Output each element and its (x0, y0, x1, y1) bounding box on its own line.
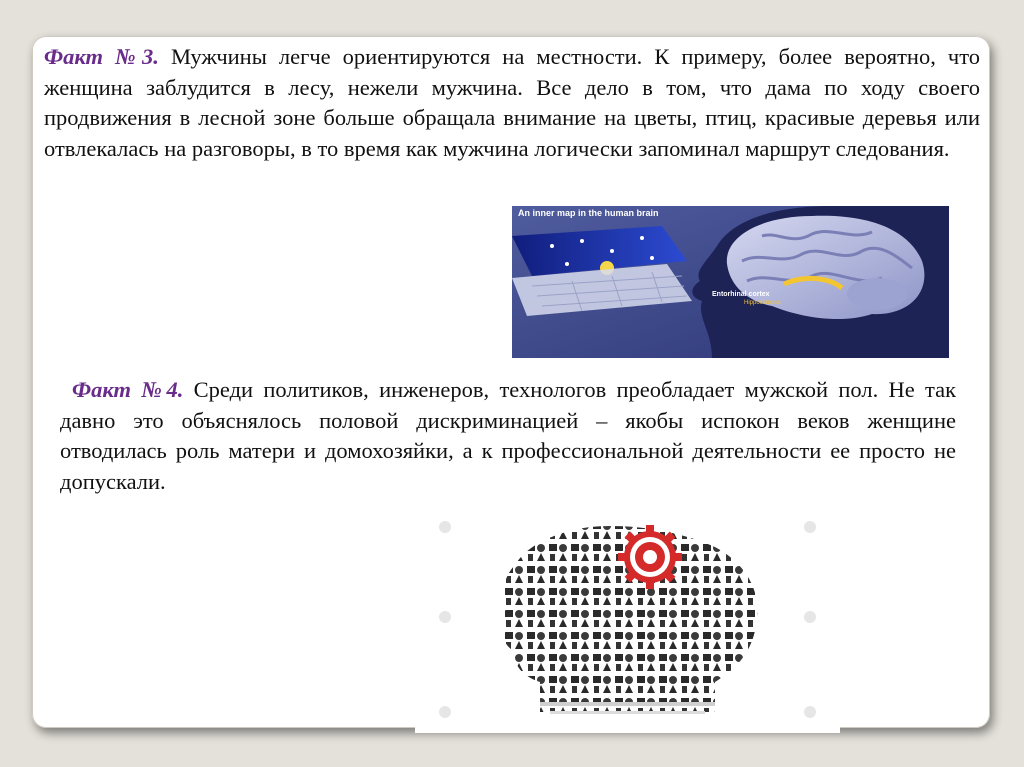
brain-map-image (512, 206, 949, 358)
fact-3-paragraph (44, 42, 980, 164)
hippocampus-label: Hippocampus (744, 300, 781, 306)
entorhinal-label: Entorhinal cortex (712, 291, 770, 298)
brain-image-caption: An inner map in the human brain (518, 208, 659, 218)
fact-3-text: Мужчины легче ориентируются на местности. К примеру, более вероятно, что женщина заблудится в лесу, нежели мужчина. Все дело в том, что дама по ходу своего продвижения в лесной зоне больше обращала внимание на цветы, птиц, красивые деревья или отвлекалась на разговоры, в то время как мужчина логически запоминал маршрут следования. (44, 44, 980, 161)
fact-4-paragraph (60, 375, 956, 497)
head-icons-image (415, 497, 840, 733)
fact-3-label: Факт №3. (44, 44, 159, 69)
gear-icon (618, 525, 682, 589)
fact-4-label: Факт №4. (72, 377, 184, 402)
fact-4-text: Среди политиков, инженеров, технологов преобладает мужской пол. Не так давно это объяснялось половой дискриминацией – якобы испокон веков женщине отводилась роль матери и домохозяйки, а к профессиональной деятельности ее просто не допускали. (60, 377, 957, 494)
